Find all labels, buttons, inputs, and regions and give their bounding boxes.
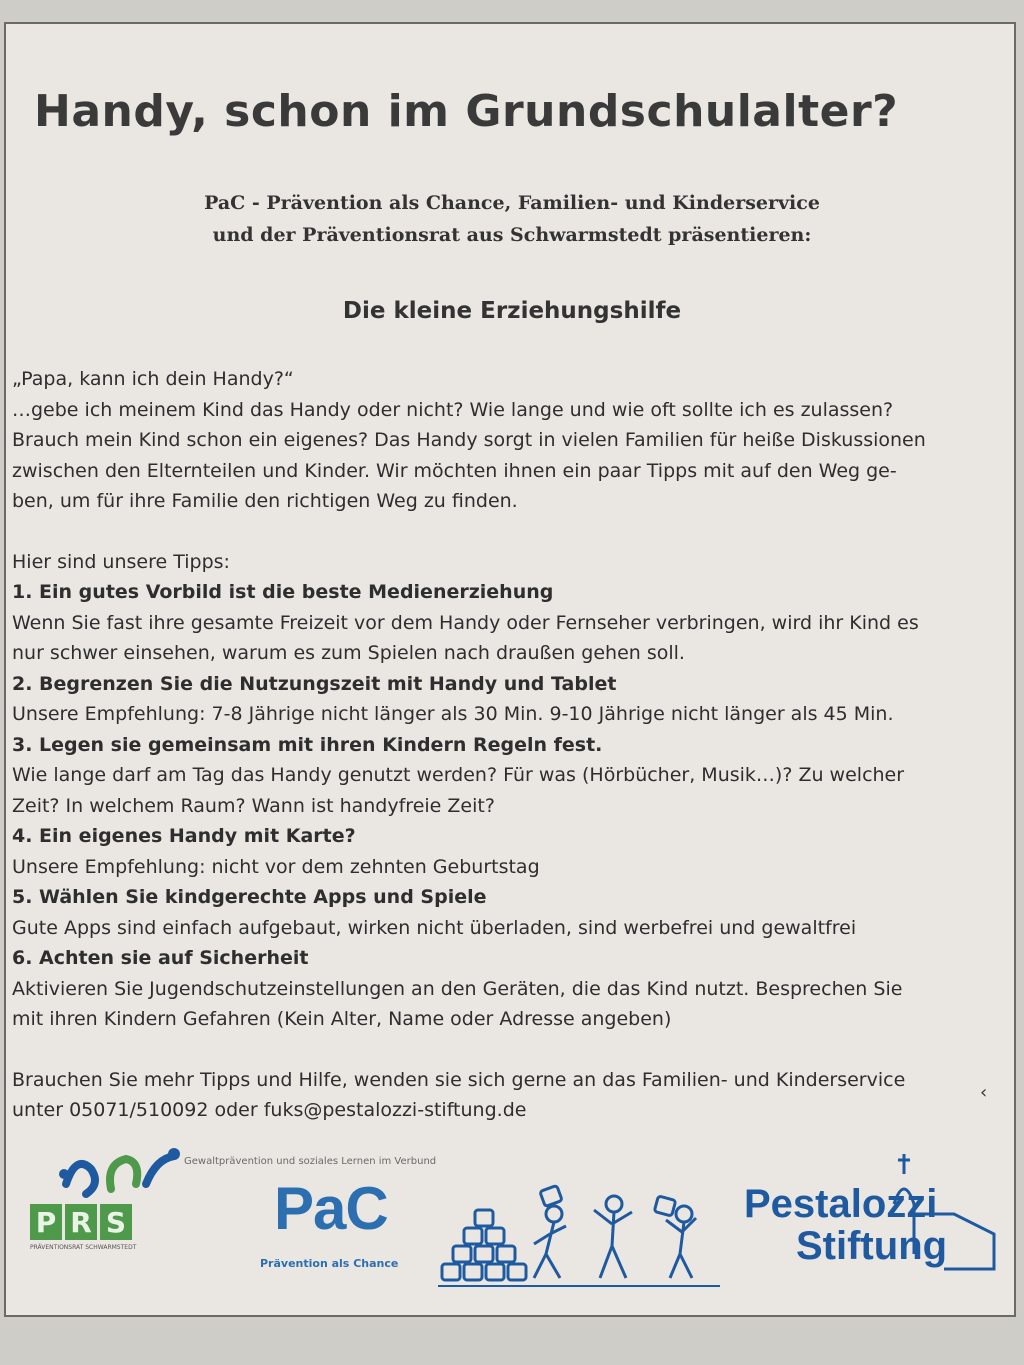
presenter-line-2: und der Präventionsrat aus Schwarmstedt präsentieren: [212,224,812,246]
prs-letter: P [30,1204,62,1240]
intro-line: zwischen den Elternteilen und Kinder. Wir möchten ihnen ein paar Tipps mit auf den Weg ge- [12,459,897,482]
pac-subtitle: Prävention als Chance [260,1257,399,1270]
prs-logo [30,1204,132,1240]
tip-text: mit ihren Kindern Gefahren (Kein Alter, Name oder Adresse angeben) [12,1008,672,1030]
chevron-left-icon: ‹ [980,1082,988,1103]
tip-text: nur schwer einsehen, warum es zum Spielen nach draußen gehen soll. [12,642,685,664]
prs-figures-icon [56,1144,186,1204]
contact-line: unter 05071/510092 oder fuks@pestalozzi-stiftung.de [12,1099,527,1121]
logo-strip [6,1134,1016,1314]
tip-text: Unsere Empfehlung: nicht vor dem zehnten Geburtstag [12,855,540,878]
logo-tagline: Gewaltprävention und soziales Lernen im Verbund [184,1156,437,1167]
tip-title: 4. Ein eigenes Handy mit Karte? [12,825,356,847]
page-title: Handy, schon im Grundschulalter? [34,86,899,137]
intro-line: ben, um für ihre Familie den richtigen Weg zu finden. [12,490,518,512]
tip-title: 3. Legen sie gemeinsam mit ihren Kindern Regeln fest. [12,733,603,756]
tip-title: 2. Begrenzen Sie die Nutzungszeit mit Handy und Tablet [12,672,617,695]
prs-letter: R [65,1204,97,1240]
tip-text: Wie lange darf am Tag das Handy genutzt werden? Für was (Hörbücher, Musik…)? Zu welcher [12,764,905,786]
tip-text: Wenn Sie fast ihre gesamte Freizeit vor dem Handy oder Fernseher verbringen, wird ihr Kind es [12,611,919,634]
contact-line: Brauchen Sie mehr Tipps und Hilfe, wenden sie sich gerne an das Familien- und Kinderservice [12,1068,906,1091]
tip-text: Aktivieren Sie Jugendschutzeinstellungen an den Geräten, die das Kind nutzt. Besprechen Sie [12,977,903,1000]
presenter-line-1: PaC - Prävention als Chance, Familien- und Kinderservice [204,192,820,214]
children-blocks-icon [434,1174,724,1294]
tips-heading: Hier sind unsere Tipps: [12,550,230,573]
pestalozzi-logo-line2: Stiftung [796,1224,948,1268]
tip-title: 1. Ein gutes Vorbild ist die beste Medienerziehung [12,581,554,603]
intro-quote: „Papa, kann ich dein Handy?“ [12,368,294,390]
church-outline-icon [884,1144,1004,1274]
tip-title: 6. Achten sie auf Sicherheit [12,947,309,969]
article-body [12,364,1012,1126]
pac-logo: PaC [274,1175,388,1242]
tip-text: Zeit? In welchem Raum? Wann ist handyfreie Zeit? [12,794,495,817]
advertisement-box [4,22,1016,1317]
intro-line: Brauch mein Kind schon ein eigenes? Das Handy sorgt in vielen Familien für heiße Diskussionen [12,429,926,451]
tip-title: 5. Wählen Sie kindgerechte Apps und Spiele [12,886,487,908]
prs-subtitle: PRÄVENTIONSRAT SCHWARMSTEDT [30,1244,137,1251]
subtitle: Die kleine Erziehungshilfe [342,298,682,324]
prs-letter: S [100,1204,132,1240]
intro-line: …gebe ich meinem Kind das Handy oder nicht? Wie lange und wie oft sollte ich es zulassen? [12,398,894,421]
pestalozzi-logo-line1: Pestalozzi [744,1182,938,1226]
tip-text: Unsere Empfehlung: 7-8 Jährige nicht länger als 30 Min. 9-10 Jährige nicht länger als 45 Min. [12,703,894,725]
tip-text: Gute Apps sind einfach aufgebaut, wirken nicht überladen, sind werbefrei und gewaltfrei [12,916,857,939]
